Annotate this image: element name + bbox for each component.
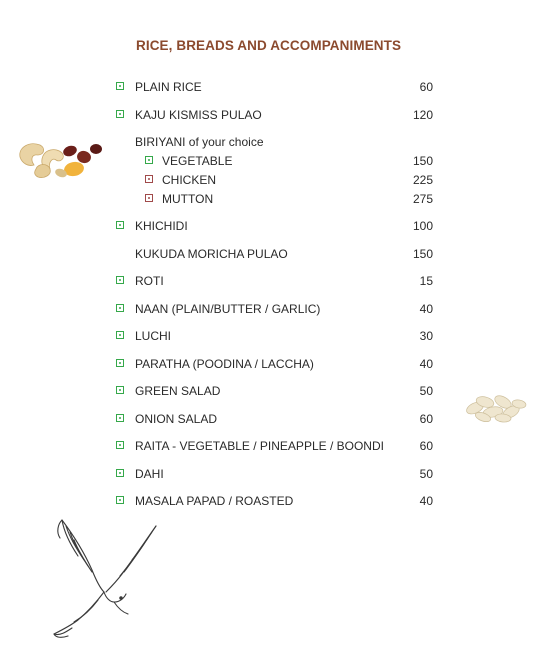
almond-slivers-image xyxy=(463,390,529,426)
menu-item xyxy=(0,493,550,509)
item-name: KHICHIDI xyxy=(135,219,188,233)
veg-icon xyxy=(116,276,124,284)
veg-icon xyxy=(116,304,124,312)
item-name: NAAN (PLAIN/BUTTER / GARLIC) xyxy=(135,302,321,316)
item-price: 40 xyxy=(419,494,433,508)
item-price: 225 xyxy=(412,173,433,187)
item-name: KUKUDA MORICHA PULAO xyxy=(135,247,288,261)
item-name: PARATHA (POODINA / LACCHA) xyxy=(135,357,314,371)
veg-icon xyxy=(116,496,124,504)
veg-icon xyxy=(116,441,124,449)
menu-subitem xyxy=(0,191,550,207)
veg-icon xyxy=(116,469,124,477)
item-name: GREEN SALAD xyxy=(135,384,221,398)
veg-icon xyxy=(145,156,153,164)
item-name: MUTTON xyxy=(162,192,214,206)
veg-icon xyxy=(116,414,124,422)
item-price: 150 xyxy=(412,247,433,261)
veg-icon xyxy=(116,110,124,118)
menu-item xyxy=(0,246,550,262)
veg-icon xyxy=(116,386,124,394)
item-price: 40 xyxy=(419,357,433,371)
non-veg-icon xyxy=(145,175,153,183)
item-name: CHICKEN xyxy=(162,173,217,187)
menu-item xyxy=(0,356,550,372)
item-name: VEGETABLE xyxy=(162,154,233,168)
cashew-raisin-image xyxy=(14,135,108,183)
menu-item xyxy=(0,466,550,482)
veg-icon xyxy=(116,221,124,229)
item-name: ONION SALAD xyxy=(135,412,218,426)
item-price: 275 xyxy=(412,192,433,206)
item-name: DAHI xyxy=(135,467,164,481)
item-name: MASALA PAPAD / ROASTED xyxy=(135,494,294,508)
item-name: RAITA - VEGETABLE / PINEAPPLE / BOONDI xyxy=(135,439,384,453)
item-name: KAJU KISMISS PULAO xyxy=(135,108,262,122)
bird-sketch-image xyxy=(48,518,168,640)
section-title: RICE, BREADS AND ACCOMPANIMENTS xyxy=(136,38,402,53)
non-veg-icon xyxy=(145,194,153,202)
menu-item xyxy=(0,438,550,454)
item-price: 15 xyxy=(419,274,433,288)
veg-icon xyxy=(116,331,124,339)
item-price: 150 xyxy=(412,154,433,168)
item-price: 40 xyxy=(419,302,433,316)
item-price: 60 xyxy=(419,412,433,426)
item-price: 60 xyxy=(419,439,433,453)
menu-item xyxy=(0,218,550,234)
item-price: 100 xyxy=(412,219,433,233)
item-price: 30 xyxy=(419,329,433,343)
menu-item xyxy=(0,301,550,317)
item-price: 50 xyxy=(419,384,433,398)
menu-item xyxy=(0,328,550,344)
veg-icon xyxy=(116,82,124,90)
item-name: BIRIYANI of your choice xyxy=(135,135,264,149)
veg-icon xyxy=(116,359,124,367)
item-name: PLAIN RICE xyxy=(135,80,202,94)
menu-item xyxy=(0,107,550,123)
menu-item xyxy=(0,273,550,289)
item-name: ROTI xyxy=(135,274,164,288)
item-name: LUCHI xyxy=(135,329,172,343)
item-price: 60 xyxy=(419,80,433,94)
item-price: 120 xyxy=(412,108,433,122)
item-price: 50 xyxy=(419,467,433,481)
menu-item xyxy=(0,79,550,95)
